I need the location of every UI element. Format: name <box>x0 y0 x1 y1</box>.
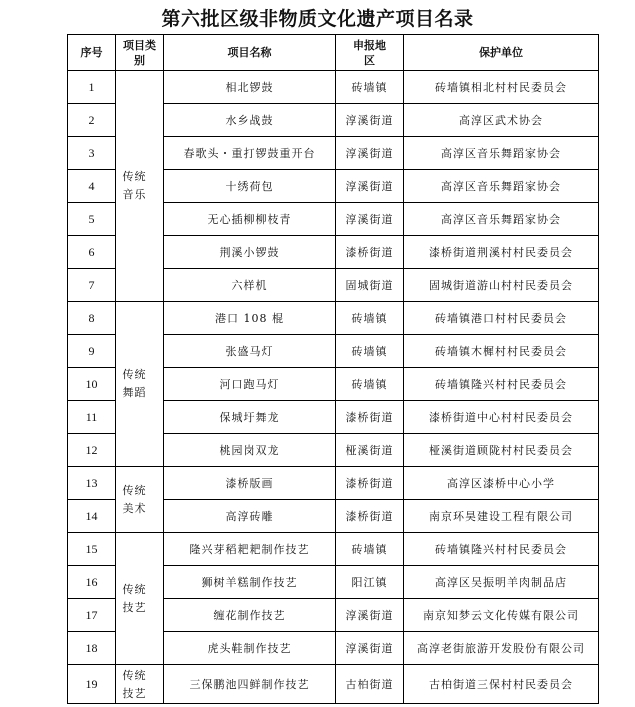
cell-item-name: 桃园岗双龙 <box>164 434 336 467</box>
cell-unit: 桠溪街道顾陇村村民委员会 <box>404 434 599 467</box>
cell-seq: 17 <box>68 599 116 632</box>
table-row <box>68 467 599 500</box>
cell-item-name: 春歌头・重打锣鼓重开台 <box>164 137 336 170</box>
cell-seq: 10 <box>68 368 116 401</box>
cell-item-name: 港口 108 棍 <box>164 302 336 335</box>
cell-region: 淳溪街道 <box>336 104 404 137</box>
cell-region: 古柏街道 <box>336 665 404 704</box>
cell-item-name: 保城圩舞龙 <box>164 401 336 434</box>
cell-seq: 19 <box>68 665 116 704</box>
cell-unit: 古柏街道三保村村民委员会 <box>404 665 599 704</box>
header-region: 申报地区 <box>336 35 404 71</box>
cell-seq: 7 <box>68 269 116 302</box>
cell-item-name: 无心插柳柳枝青 <box>164 203 336 236</box>
cell-seq: 4 <box>68 170 116 203</box>
cell-unit: 砖墙镇木樨村村民委员会 <box>404 335 599 368</box>
cell-unit: 高淳区音乐舞蹈家协会 <box>404 203 599 236</box>
cell-seq: 13 <box>68 467 116 500</box>
cell-region: 砖墙镇 <box>336 368 404 401</box>
cell-category: 传统技艺 <box>116 665 164 704</box>
cell-seq: 12 <box>68 434 116 467</box>
cell-region: 漆桥街道 <box>336 401 404 434</box>
cell-seq: 5 <box>68 203 116 236</box>
cell-item-name: 十绣荷包 <box>164 170 336 203</box>
cell-seq: 2 <box>68 104 116 137</box>
cell-seq: 6 <box>68 236 116 269</box>
cell-unit: 漆桥街道中心村村民委员会 <box>404 401 599 434</box>
cell-item-name: 高淳砖雕 <box>164 500 336 533</box>
cell-region: 漆桥街道 <box>336 236 404 269</box>
cell-seq: 1 <box>68 71 116 104</box>
cell-unit: 砖墙镇隆兴村村民委员会 <box>404 533 599 566</box>
cell-region: 砖墙镇 <box>336 335 404 368</box>
cell-unit: 南京知梦云文化传媒有限公司 <box>404 599 599 632</box>
cell-region: 漆桥街道 <box>336 467 404 500</box>
cell-item-name: 狮树羊糕制作技艺 <box>164 566 336 599</box>
cell-seq: 11 <box>68 401 116 434</box>
cell-item-name: 漆桥版画 <box>164 467 336 500</box>
cell-region: 淳溪街道 <box>336 632 404 665</box>
cell-region: 阳江镇 <box>336 566 404 599</box>
cell-seq: 14 <box>68 500 116 533</box>
cell-unit: 高淳区吴振明羊肉制品店 <box>404 566 599 599</box>
cell-item-name: 六样机 <box>164 269 336 302</box>
cell-item-name: 荆溪小锣鼓 <box>164 236 336 269</box>
cell-item-name: 张盛马灯 <box>164 335 336 368</box>
cell-item-name: 三保鹏池四鲜制作技艺 <box>164 665 336 704</box>
cell-unit: 南京环昊建设工程有限公司 <box>404 500 599 533</box>
cell-item-name: 相北锣鼓 <box>164 71 336 104</box>
cell-category: 传统舞蹈 <box>116 302 164 467</box>
cell-unit: 砖墙镇港口村村民委员会 <box>404 302 599 335</box>
cell-region: 砖墙镇 <box>336 533 404 566</box>
table-row <box>68 665 599 704</box>
cell-region: 桠溪街道 <box>336 434 404 467</box>
cell-unit: 高淳区武术协会 <box>404 104 599 137</box>
cell-item-name: 隆兴芽稻耙耙制作技艺 <box>164 533 336 566</box>
cell-region: 淳溪街道 <box>336 599 404 632</box>
cell-unit: 砖墙镇隆兴村村民委员会 <box>404 368 599 401</box>
cell-unit: 固城街道游山村村民委员会 <box>404 269 599 302</box>
table-row <box>68 71 599 104</box>
cell-seq: 8 <box>68 302 116 335</box>
header-name: 项目名称 <box>164 35 336 71</box>
header-unit: 保护单位 <box>404 35 599 71</box>
cell-seq: 9 <box>68 335 116 368</box>
header-category: 项目类别 <box>116 35 164 71</box>
cell-seq: 15 <box>68 533 116 566</box>
table-row <box>68 302 599 335</box>
cell-region: 淳溪街道 <box>336 203 404 236</box>
cell-region: 淳溪街道 <box>336 170 404 203</box>
cell-seq: 18 <box>68 632 116 665</box>
cell-unit: 高淳区漆桥中心小学 <box>404 467 599 500</box>
cell-region: 砖墙镇 <box>336 71 404 104</box>
cell-item-name: 河口跑马灯 <box>164 368 336 401</box>
cell-unit: 砖墙镇相北村村民委员会 <box>404 71 599 104</box>
cell-category: 传统技艺 <box>116 533 164 665</box>
cell-region: 淳溪街道 <box>336 137 404 170</box>
cell-unit: 高淳区音乐舞蹈家协会 <box>404 170 599 203</box>
header-seq: 序号 <box>68 35 116 71</box>
cell-unit: 高淳区音乐舞蹈家协会 <box>404 137 599 170</box>
cell-region: 砖墙镇 <box>336 302 404 335</box>
cell-seq: 16 <box>68 566 116 599</box>
table-header-row <box>68 35 599 71</box>
cell-item-name: 水乡战鼓 <box>164 104 336 137</box>
cell-item-name: 虎头鞋制作技艺 <box>164 632 336 665</box>
page-title: 第六批区级非物质文化遗产项目名录 <box>161 8 474 30</box>
cell-unit: 漆桥街道荆溪村村民委员会 <box>404 236 599 269</box>
cell-unit: 高淳老街旅游开发股份有限公司 <box>404 632 599 665</box>
cell-category: 传统音乐 <box>116 71 164 302</box>
cell-region: 固城街道 <box>336 269 404 302</box>
cell-seq: 3 <box>68 137 116 170</box>
cell-region: 漆桥街道 <box>336 500 404 533</box>
cell-item-name: 缠花制作技艺 <box>164 599 336 632</box>
table-row <box>68 533 599 566</box>
cell-category: 传统美术 <box>116 467 164 533</box>
heritage-table <box>67 34 599 704</box>
